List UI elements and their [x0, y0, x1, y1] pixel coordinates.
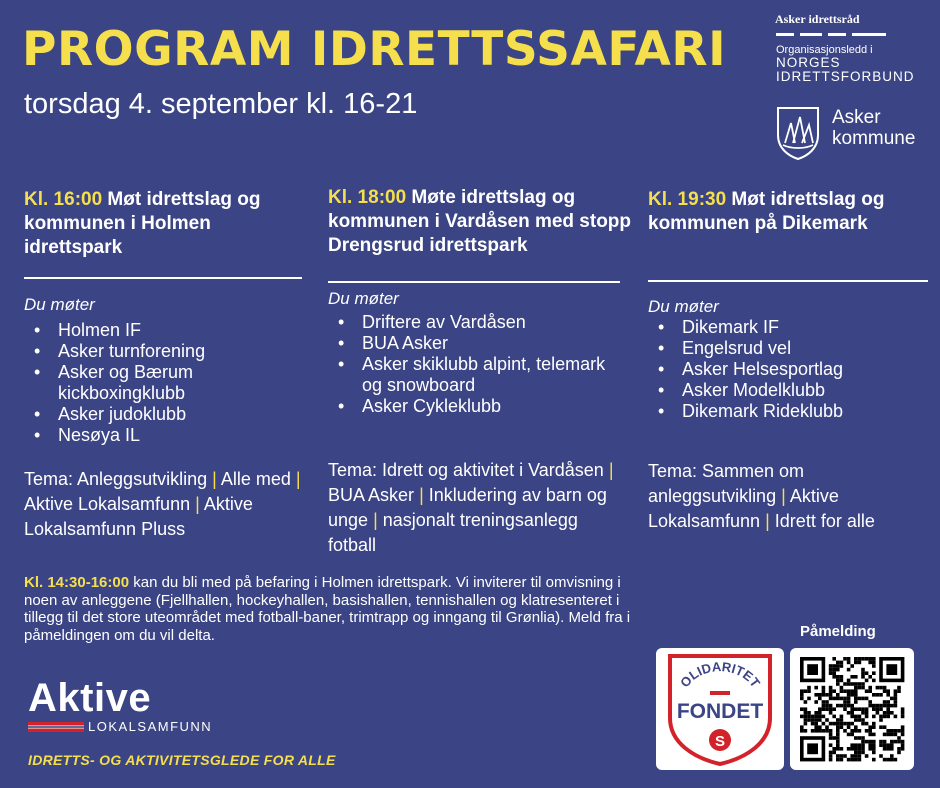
list-item: • Asker turnforening — [24, 341, 304, 362]
befaring-info: Kl. 14:30-16:00 kan du bli med på befaring i Holmen idrettspark. Vi inviterer til omvisning i noen av anleggene (Fjellhallen, hockeyhallen, basishallen, tennishallen og klatresenteret i tillegg til det store uteområdet med fotball-baner, trimtrapp og inngang til Grønlia). Meld fra i påmeldingen om du vil delta. — [24, 574, 631, 644]
solidaritetsfondet-text: FONDET — [676, 700, 764, 723]
list-item: • Dikemark Rideklubb — [648, 401, 928, 422]
registration-label: Påmelding — [800, 623, 876, 640]
list-item: • BUA Asker — [328, 333, 618, 354]
page-title: PROGRAM IDRETTSSAFARI — [22, 22, 727, 77]
svg-text:S: S — [714, 733, 726, 750]
column-divider — [648, 280, 928, 282]
column-subheading: Du møter — [24, 295, 95, 314]
program-column-dikemark — [648, 188, 928, 236]
nif-logo-bars — [776, 33, 906, 38]
aktive-logo: Aktive — [28, 676, 152, 720]
solidaritetsfondet-logo — [656, 648, 784, 770]
aktive-logo-sub: LOKALSAMFUNN — [88, 719, 213, 734]
club-list — [24, 320, 304, 446]
list-item: • Asker Cykleklubb — [328, 396, 618, 417]
column-time: Kl. 16:00 — [24, 189, 103, 210]
nif-org-text: Organisasjonsledd i — [776, 44, 873, 56]
list-item: • Asker skiklubb alpint, telemark og snowboard — [328, 354, 618, 396]
asker-kommune-crest-icon — [775, 105, 821, 161]
tagline: IDRETTS- OG AKTIVITETSGLEDE FOR ALLE — [28, 752, 336, 768]
asker-kommune-logo-text: Asker kommune — [832, 107, 916, 149]
list-item: • Driftere av Vardåsen — [328, 312, 618, 333]
svg-text:SOLIDARITETS: OLIDARITET — [677, 659, 764, 691]
column-heading: Kl. 18:00 Møte idrettslag og kommunen i Vardåsen med stopp Drengsrud idrettspark — [328, 187, 632, 256]
list-item: • Nesøya IL — [24, 425, 304, 446]
list-item: • Dikemark IF — [648, 317, 928, 338]
column-subheading: Du møter — [328, 289, 399, 308]
nif-name: NORGES IDRETTSFORBUND — [776, 55, 915, 84]
event-date: torsdag 4. september kl. 16-21 — [24, 88, 418, 120]
asker-idrettsrad-logo: Asker idrettsråd — [775, 12, 860, 26]
column-heading: Kl. 19:30 Møt idrettslag og kommunen på Dikemark — [648, 189, 885, 234]
list-item: • Asker Modelklubb — [648, 380, 928, 401]
column-tema: Tema: Sammen om anleggsutvikling | Aktive Lokalsamfunn | Idrett for alle — [648, 461, 875, 531]
list-item: • Asker judoklubb — [24, 404, 304, 425]
program-column-vardasen — [328, 186, 638, 258]
registration-qr-code[interactable] — [790, 648, 914, 770]
list-item: • Engelsrud vel — [648, 338, 928, 359]
column-heading: Kl. 16:00 Møt idrettslag og kommunen i Holmen idrettspark — [24, 189, 261, 258]
column-time: Kl. 19:30 — [648, 189, 727, 210]
column-tema: Tema: Anleggsutvikling | Alle med | Aktive Lokalsamfunn | Aktive Lokalsamfunn Pluss — [24, 469, 301, 539]
column-time: Kl. 18:00 — [328, 187, 407, 208]
norwegian-flag-stripe-icon — [28, 722, 84, 732]
list-item: • Holmen IF — [24, 320, 304, 341]
column-divider — [328, 281, 620, 283]
befaring-time: Kl. 14:30-16:00 — [24, 574, 130, 591]
program-column-holmen — [24, 188, 314, 260]
list-item: • Asker Helsesportlag — [648, 359, 928, 380]
column-divider — [24, 277, 302, 279]
club-list — [328, 312, 618, 417]
column-subheading: Du møter — [648, 297, 719, 316]
list-item: • Asker og Bærum kickboxingklubb — [24, 362, 304, 404]
club-list — [648, 317, 928, 422]
column-tema: Tema: Idrett og aktivitet i Vardåsen | BUA Asker | Inkludering av barn og unge | nasjonalt treningsanlegg fotball — [328, 460, 614, 555]
